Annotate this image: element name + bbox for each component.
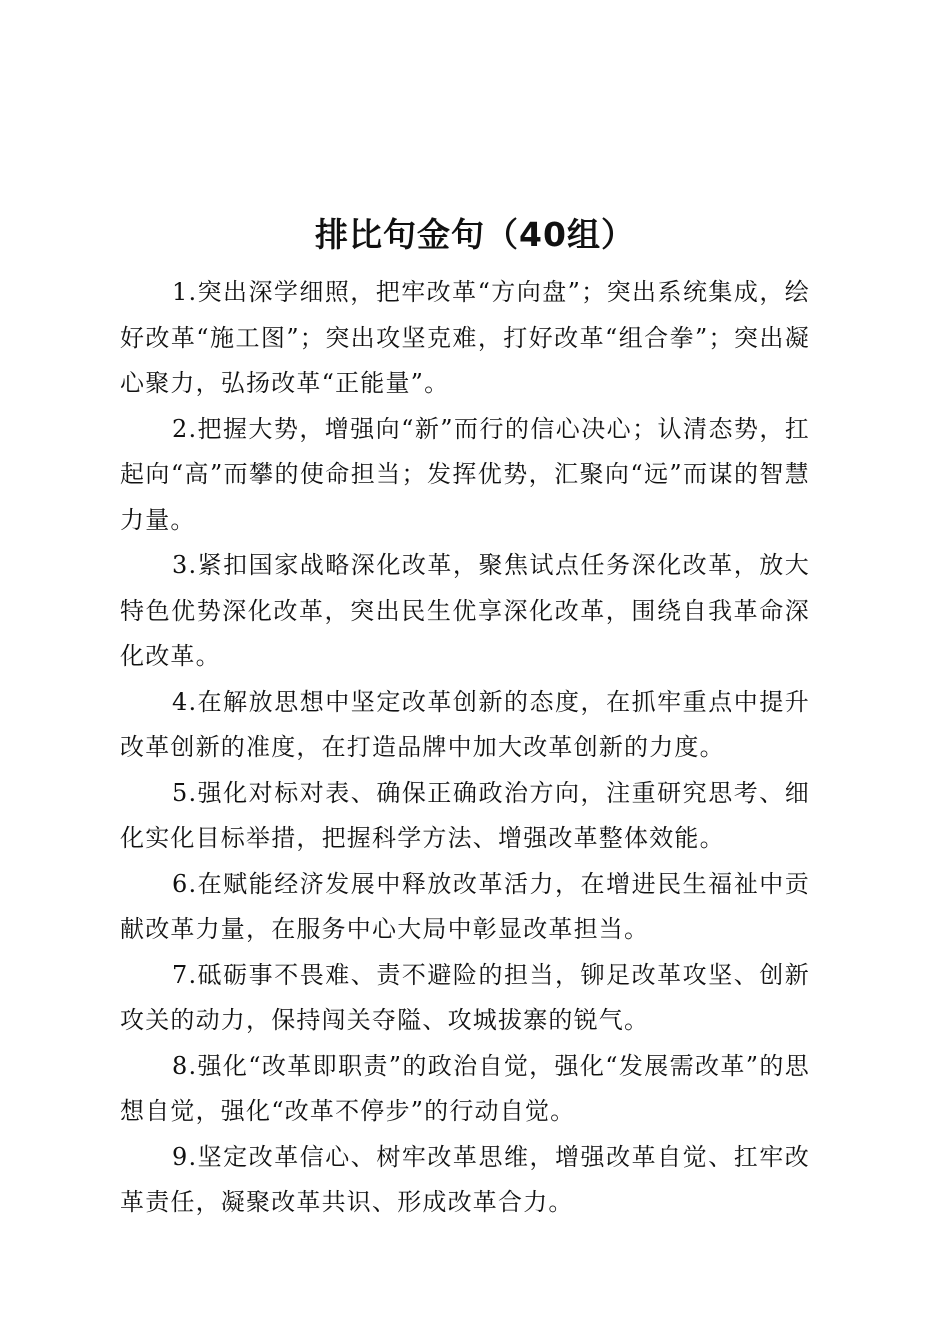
paragraph-1: 1.突出深学细照，把牢改革“方向盘”；突出系统集成，绘好改革“施工图”；突出攻坚克难，打好改革“组合拳”；突出凝心聚力，弘扬改革“正能量”。 bbox=[120, 278, 810, 397]
paragraph-6: 6.在赋能经济发展中释放改革活力，在增进民生福祉中贡献改革力量，在服务中心大局中彰显改革担当。 bbox=[120, 869, 810, 943]
document-title: 排比句金句（40组） bbox=[315, 215, 635, 254]
paragraph-3: 3.紧扣国家战略深化改革，聚焦试点任务深化改革，放大特色优势深化改革，突出民生优享深化改革，围绕自我革命深化改革。 bbox=[120, 551, 810, 670]
paragraph-4: 4.在解放思想中坚定改革创新的态度，在抓牢重点中提升改革创新的准度，在打造品牌中加大改革创新的力度。 bbox=[120, 687, 810, 761]
paragraph-9: 9.坚定改革信心、树牢改革思维，增强改革自觉、扛牢改革责任，凝聚改革共识、形成改革合力。 bbox=[120, 1142, 810, 1216]
paragraph-2: 2.把握大势，增强向“新”而行的信心决心；认清态势，扛起向“高”而攀的使命担当；发挥优势，汇聚向“远”而谋的智慧力量。 bbox=[120, 414, 810, 534]
paragraph-7: 7.砥砺事不畏难、责不避险的担当，铆足改革攻坚、创新攻关的动力，保持闯关夺隘、攻城拔寨的锐气。 bbox=[120, 960, 810, 1034]
paragraph-8: 8.强化“改革即职责”的政治自觉，强化“发展需改革”的思想自觉，强化“改革不停步”的行动自觉。 bbox=[120, 1051, 810, 1125]
paragraph-5: 5.强化对标对表、确保正确政治方向，注重研究思考、细化实化目标举措，把握科学方法、增强改革整体效能。 bbox=[120, 778, 810, 852]
document-body bbox=[120, 270, 810, 1226]
